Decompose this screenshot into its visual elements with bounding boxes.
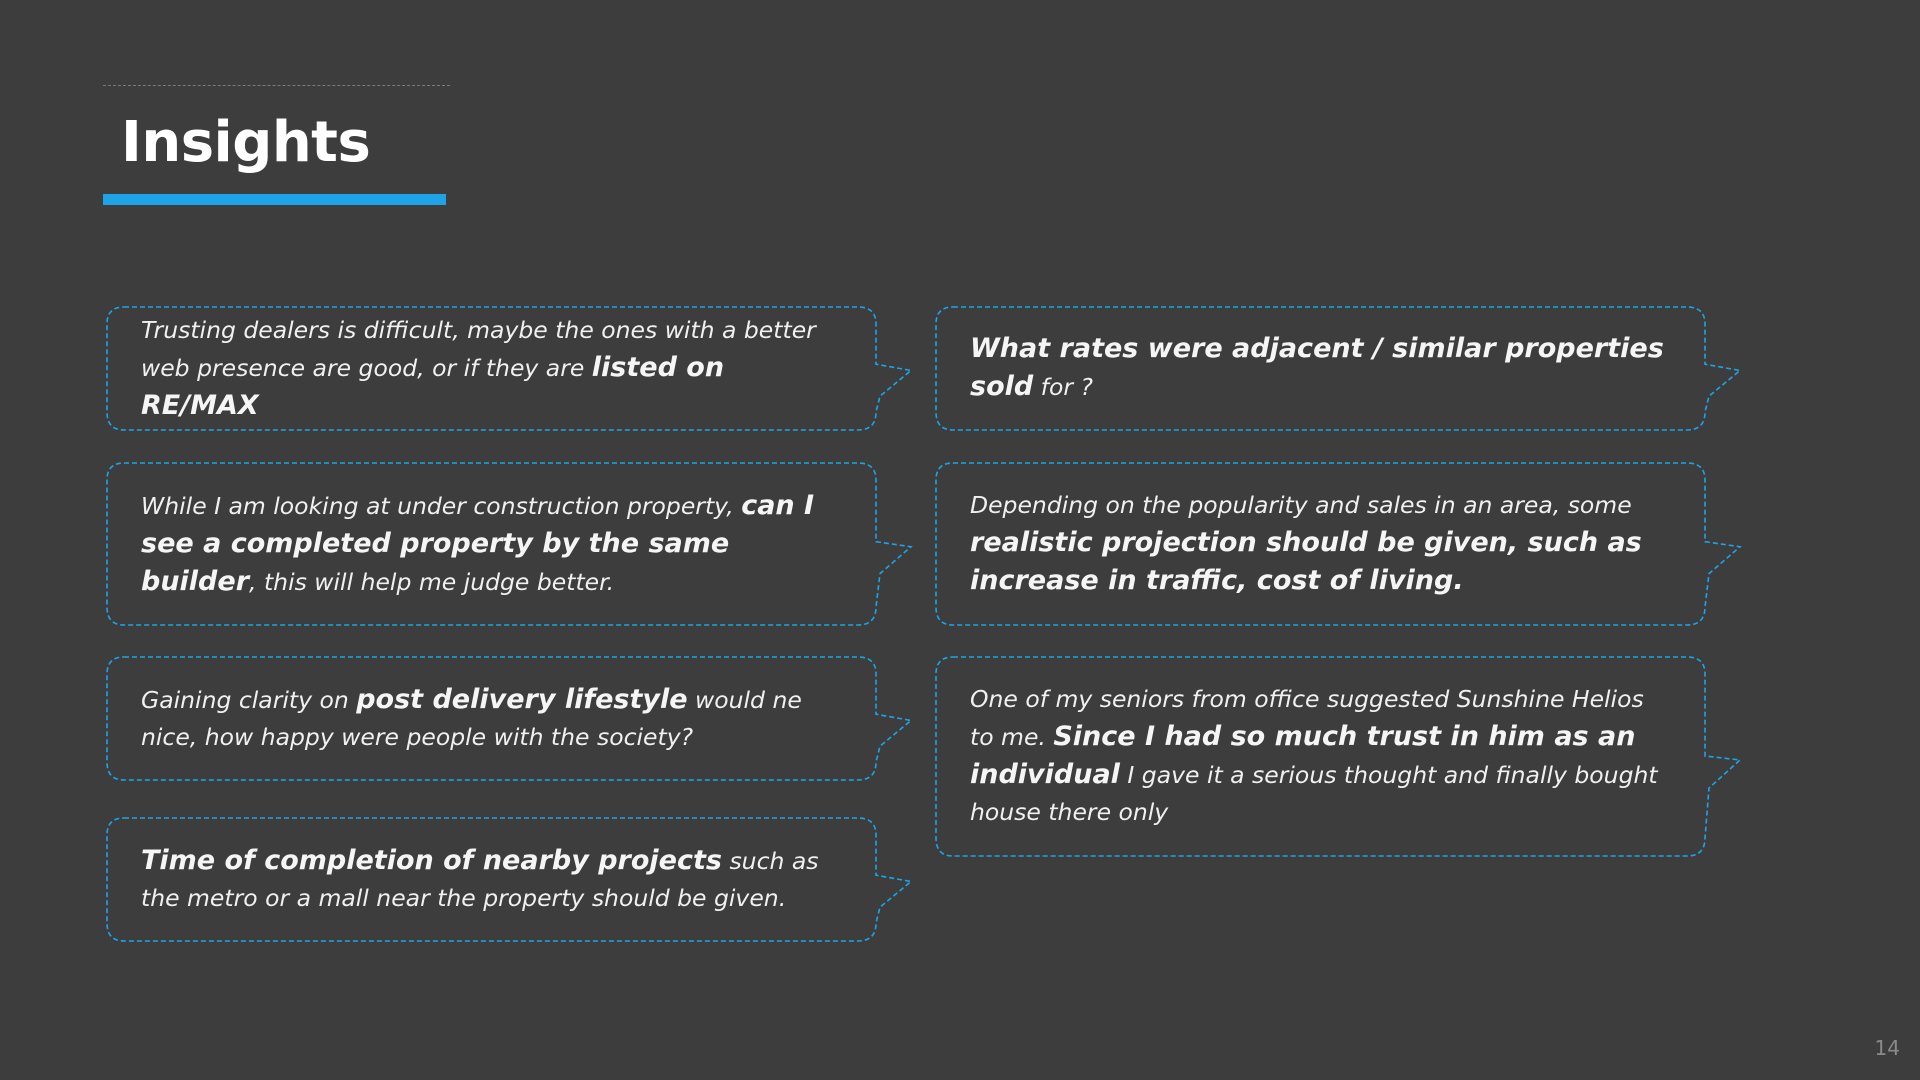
body-text: I gave it a serious thought and finally bought house there only [970, 761, 1658, 826]
emphasis-text: Since I had so much trust in him as an individual [970, 721, 1636, 790]
insight-paragraph [970, 330, 1673, 406]
insight-text-7 [970, 656, 1673, 856]
emphasis-text: post delivery lifestyle [356, 683, 688, 715]
emphasis-text: Time of completion of nearby projects [141, 844, 722, 876]
insight-text-2 [141, 462, 844, 625]
emphasis-text: can I see a completed property by the same builder [141, 489, 815, 597]
body-text: Depending on the popularity and sales in an area, some [970, 491, 1632, 519]
slide-title: Insights [121, 110, 371, 175]
insight-paragraph [141, 312, 844, 425]
body-text: , this will help me judge better. [249, 567, 615, 596]
insight-text-1 [141, 306, 844, 430]
emphasis-text: What rates were adjacent / similar properties sold [970, 333, 1664, 402]
body-text: One of my seniors from office suggested Sunshine Helios to me. [970, 685, 1644, 751]
title-underline [103, 194, 446, 205]
insight-paragraph [970, 681, 1673, 831]
insight-text-3 [141, 656, 844, 780]
insight-paragraph [970, 487, 1673, 600]
insight-callout-3 [106, 656, 876, 780]
body-text: Trusting dealers is difficult, maybe the ones with a better web presence are good, or if they are [141, 315, 816, 382]
insight-callout-2 [106, 462, 876, 625]
insight-paragraph [141, 681, 844, 756]
insight-callout-7 [935, 656, 1705, 856]
emphasis-text: listed on RE/MAX [141, 351, 725, 421]
emphasis-text: realistic projection should be given, such as increase in traffic, cost of living. [970, 527, 1642, 596]
body-text: such as the metro or a mall near the property should be given. [141, 846, 819, 912]
insight-paragraph [141, 487, 844, 601]
body-text: would ne nice, how happy were people with the society? [141, 685, 802, 751]
insight-paragraph [141, 842, 844, 917]
body-text: While I am looking at under construction property, [141, 491, 742, 520]
insight-callout-1 [106, 306, 876, 430]
insight-text-4 [141, 817, 844, 941]
body-text: Gaining clarity on [141, 685, 357, 714]
title-dotted-rule [103, 85, 450, 86]
body-text: for ? [1033, 373, 1093, 401]
insight-callout-4 [106, 817, 876, 941]
insight-callout-5 [935, 306, 1705, 430]
page-number: 14 [1874, 1036, 1900, 1060]
insight-text-5 [970, 306, 1673, 430]
insight-callout-6 [935, 462, 1705, 625]
insight-text-6 [970, 462, 1673, 625]
